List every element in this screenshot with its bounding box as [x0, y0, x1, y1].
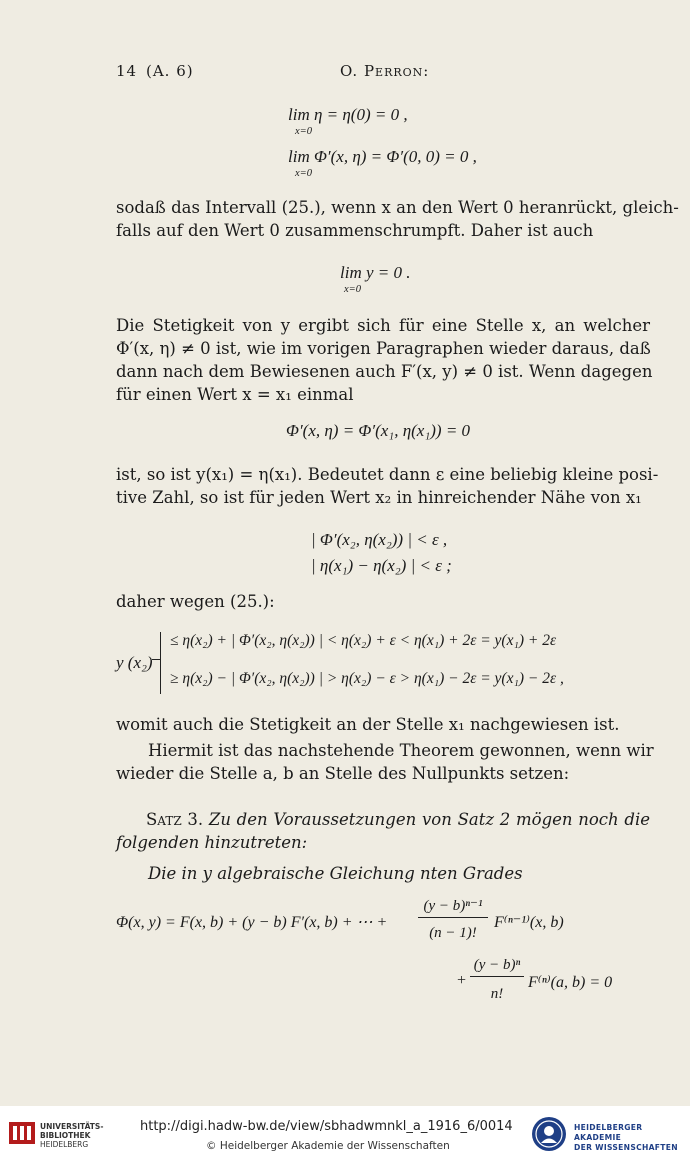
theorem-text-2: folgenden hinzutreten: — [116, 833, 308, 852]
equation-case-upper: ≤ η(x₂) + | Φ′(x₂, η(x₂)) | < η(x₂) + ε < η(x₁) + 2ε = y(x₁) + 2ε — [170, 632, 557, 649]
equation-case-lower: ≥ η(x₂) − | Φ′(x₂, η(x₂)) | > η(x₂) − ε > η(x₁) − 2ε = y(x₁) − 2ε , — [170, 670, 564, 687]
equation-term1: F⁽ⁿ⁻¹⁾(x, b) — [494, 914, 564, 931]
university-library-name: UNIVERSITÄTS- BIBLIOTHEK HEIDELBERG — [40, 1122, 104, 1149]
equation-phi-zero: Φ′(x, η) = Φ′(x₁, η(x₁)) = 0 — [286, 421, 471, 440]
academy-name: HEIDELBERGER AKADEMIE DER WISSENSCHAFTEN — [574, 1123, 678, 1152]
equation-abs-phi: | Φ′(x₂, η(x₂)) | < ε , — [311, 530, 448, 549]
left-brace — [160, 632, 161, 694]
university-library-logo-icon — [8, 1120, 36, 1146]
brace-tip — [152, 659, 160, 660]
paragraph-5: womit auch die Stetigkeit an der Stelle x₁ nachgewiesen ist. — [116, 715, 620, 734]
footer-bar — [0, 1106, 690, 1159]
paragraph-6: Hiermit ist das nachstehende Theorem gewonnen, wenn wir wieder die Stelle a, b an Stelle des Nullpunkts setzen: — [116, 741, 654, 783]
theorem-label: Satz 3. — [146, 810, 204, 829]
equation-lim-y-sub: x=0 — [344, 284, 361, 295]
theorem-text-1: Zu den Voraussetzungen von Satz 2 mögen noch die — [208, 810, 650, 829]
equation-frac1-num: (y − b)ⁿ⁻¹ — [418, 896, 488, 918]
page-number: 14 — [116, 62, 138, 80]
equation-plus: + — [456, 972, 467, 989]
equation-frac2-den: n! — [490, 986, 504, 1002]
equation-lim-eta-sub: x=0 — [295, 126, 312, 137]
equation-big-lhs: Φ(x, y) = F(x, b) + (y − b) F′(x, b) + ⋯ + — [116, 914, 388, 931]
paragraph-3: ist, so ist y(x₁) = η(x₁). Bedeutet dann ε eine beliebig kleine posi- tive Zahl, so ist für jeden Wert x₂ in hinreichender Nähe von x₁ — [116, 465, 659, 507]
equation-lim-eta: lim η = η(0) = 0 , — [288, 105, 408, 124]
equation-term2: F⁽ⁿ⁾(a, b) = 0 — [528, 974, 613, 991]
equation-frac1-den: (n − 1)! — [429, 925, 477, 941]
theorem-text-3: Die in y algebraische Gleichung nten Grades — [148, 864, 523, 883]
equation-abs-eta: | η(x₁) − η(x₂) | < ε ; — [311, 556, 452, 575]
section-ref: (A. 6) — [146, 62, 194, 80]
equation-lim-phi: lim Φ′(x, η) = Φ′(0, 0) = 0 , — [288, 147, 477, 166]
copyright-text: © Heidelberger Akademie der Wissenschaften — [206, 1140, 450, 1152]
paragraph-1: sodaß das Intervall (25.), wenn x an den Wert 0 heranrückt, gleich- falls auf den Wert 0 zusammenschrumpft. Daher ist auch — [116, 198, 679, 240]
theorem-satz-3 — [116, 808, 650, 885]
equation-lim-phi-sub: x=0 — [295, 168, 312, 179]
equation-y-x2: y (x₂) — [116, 653, 153, 672]
source-url-link[interactable]: http://digi.hadw-bw.de/view/sbhadwmnkl_a_1916_6/0014 — [140, 1119, 513, 1134]
running-author: O. Perron: — [340, 62, 430, 80]
equation-lim-y: lim y = 0 . — [340, 263, 411, 282]
equation-frac2-num: (y − b)ⁿ — [470, 957, 524, 977]
academy-logo-icon — [532, 1117, 566, 1151]
paragraph-4: daher wegen (25.): — [116, 592, 275, 611]
paragraph-2: Die Stetigkeit von y ergibt sich für eine Stelle x, an welcher Φ′(x, η) ≠ 0 ist, wie im vorigen Paragraphen wieder daraus, daß dann nach dem Bewiesenen auch F′(x, y) ≠ 0 ist. Wenn dagegen für einen Wert x = x₁ einmal — [116, 316, 653, 404]
